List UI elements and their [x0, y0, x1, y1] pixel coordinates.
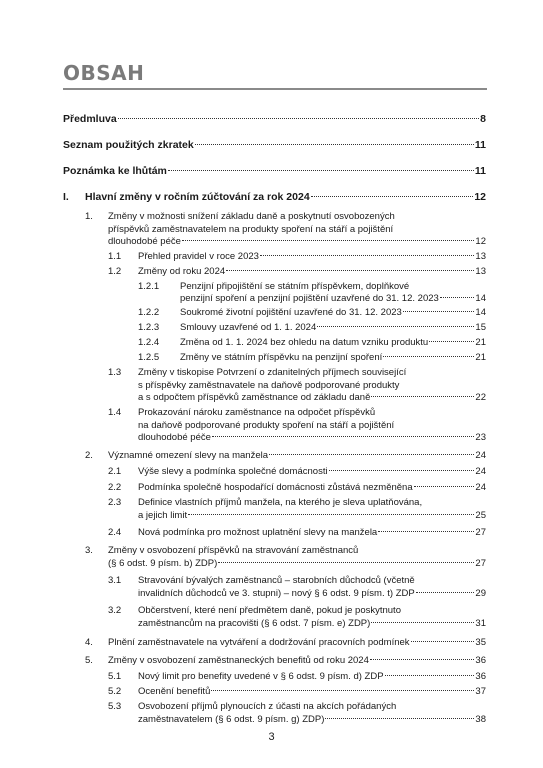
toc-page-number: 29 — [475, 588, 486, 599]
dot-leader — [371, 395, 474, 397]
toc-entry-title: a jejich limit — [138, 510, 188, 521]
toc-entry-title: penzijní spoření a penzijní pojištění uzavřené do 31. 12. 2023 — [180, 293, 439, 304]
toc-entry[interactable] — [108, 236, 486, 249]
toc-entry[interactable] — [138, 266, 486, 279]
toc-entry[interactable] — [108, 637, 486, 650]
dot-leader — [378, 530, 474, 532]
toc-entry-title: Změna od 1. 1. 2024 bez ohledu na datum vzniku produktu — [180, 337, 429, 348]
dot-leader — [385, 674, 475, 676]
toc-entry[interactable] — [138, 251, 486, 264]
toc-page-number: 24 — [475, 466, 486, 477]
toc-entry-text — [138, 367, 406, 392]
dot-leader — [370, 658, 475, 660]
toc-entry[interactable] — [138, 527, 486, 540]
toc-entry-line: s příspěvky zaměstnavatele na daňově podporované produkty — [138, 379, 400, 391]
toc-entry-title: Poznámka ke lhůtám — [63, 165, 167, 177]
toc-entry-text — [108, 545, 358, 558]
dot-leader — [317, 325, 474, 327]
toc-entry-line: Definice vlastních příjmů manžela, na kterého je sleva uplatňována, — [138, 497, 423, 508]
dot-leader — [118, 117, 479, 119]
dot-leader — [168, 169, 474, 171]
dot-leader — [371, 621, 474, 623]
dot-leader — [411, 640, 475, 642]
toc-entry-text — [138, 701, 396, 714]
page-number: 3 — [268, 731, 275, 743]
toc-page-number: 36 — [475, 655, 486, 666]
dot-leader — [188, 513, 474, 515]
toc-entry-number: 1.3 — [108, 367, 122, 378]
toc-entry-line: Prokazování nároku zaměstnance na odpočet příspěvků — [138, 407, 376, 418]
toc-entry-title: dlouhodobé péče — [108, 236, 181, 247]
dot-leader — [329, 469, 475, 471]
toc-entry[interactable] — [63, 113, 486, 126]
page-heading: OBSAH — [63, 61, 145, 85]
toc-entry-line: na daňově podporované produkty spoření na stáří a pojištění — [138, 419, 395, 431]
toc-entry-title: Seznam použitých zkratek — [63, 139, 194, 151]
toc-entry-number: 2.1 — [108, 466, 122, 477]
dot-leader — [325, 717, 474, 719]
toc-entry-number: 1.4 — [108, 407, 122, 418]
toc-entry-line: Změny v osvobození příspěvků na stravování zaměstnanců — [108, 545, 359, 556]
toc-entry[interactable] — [138, 588, 486, 601]
toc-entry[interactable] — [63, 139, 486, 152]
toc-entry-title: Přehled pravidel v roce 2023 — [138, 251, 259, 262]
toc-page-number: 14 — [475, 293, 486, 304]
dot-leader — [182, 239, 475, 241]
toc-entry-number: 1.2.3 — [138, 322, 160, 333]
toc-entry-title: (§ 6 odst. 9 písm. b) ZDP) — [108, 558, 218, 569]
toc-page-number: 11 — [474, 139, 486, 151]
toc-entry[interactable] — [85, 191, 486, 204]
toc-entry[interactable] — [138, 392, 486, 405]
toc-entry-title: Nový limit pro benefity uvedené v § 6 odst. 9 písm. d) ZDP — [138, 671, 384, 682]
toc-entry-line: Změny v tiskopise Potvrzení o zdanitelných příjmech související — [138, 367, 407, 378]
toc-entry[interactable] — [180, 352, 486, 365]
dot-leader — [383, 355, 474, 357]
toc-entry[interactable] — [138, 482, 486, 495]
toc-entry-title: invalidních důchodců ve 3. stupni) – nový § 6 odst. 9 písm. t) ZDP — [138, 588, 415, 599]
toc-page-number: 37 — [475, 686, 486, 697]
toc-entry-number: 2. — [85, 450, 93, 461]
toc-entry-number: 5. — [85, 655, 93, 666]
dot-leader — [440, 296, 475, 298]
toc-entry[interactable] — [138, 466, 486, 479]
toc-page-number: 27 — [475, 558, 486, 569]
dot-leader — [311, 195, 474, 197]
toc-page-number: 13 — [475, 251, 486, 262]
toc-entry-title: Hlavní změny v ročním zúčtování za rok 2024 — [85, 191, 310, 203]
toc-entry-number: 2.4 — [108, 527, 122, 538]
toc-entry-text — [138, 575, 415, 588]
toc-entry[interactable] — [138, 432, 486, 445]
toc-entry[interactable] — [180, 337, 486, 350]
toc-entry-number: 2.2 — [108, 482, 122, 493]
toc-page-number: 24 — [475, 450, 486, 461]
toc-entry[interactable] — [138, 510, 486, 523]
toc-entry-title: dlouhodobé péče — [138, 432, 211, 443]
toc-entry-title: Nová podmínka pro možnost uplatnění slevy na manžela — [138, 527, 378, 538]
toc-page-number: 15 — [475, 322, 486, 333]
toc-entry-number: 4. — [85, 637, 93, 648]
toc-entry-number: 5.3 — [108, 701, 122, 712]
toc-entry-number: 1.2.5 — [138, 352, 160, 363]
toc-page-number: 25 — [475, 510, 486, 521]
toc-entry-text — [138, 407, 394, 432]
toc-page-number: 24 — [475, 482, 486, 493]
toc-entry-line: Osvobození příjmů plynoucích z účasti na akcích pořádaných — [138, 701, 397, 712]
toc-page-number: 12 — [474, 191, 486, 203]
toc-entry-number: 1.2.1 — [138, 281, 160, 292]
toc-entry[interactable] — [138, 714, 486, 727]
dot-leader — [195, 143, 474, 145]
toc-entry[interactable] — [108, 655, 486, 668]
toc-entry-number: 1.1 — [108, 251, 122, 262]
dot-leader — [429, 340, 474, 342]
toc-entry-title: Ocenění benefitů — [138, 686, 211, 697]
toc-entry-title: Změny od roku 2024 — [138, 266, 226, 277]
toc-entry[interactable] — [138, 686, 486, 699]
toc-page-number: 22 — [475, 392, 486, 403]
toc-entry-number: 3.2 — [108, 605, 122, 616]
toc-entry-number: 5.2 — [108, 686, 122, 697]
toc-entry-title: Změny ve státním příspěvku na penzijní spoření — [180, 352, 383, 363]
toc-entry-number: 1. — [85, 211, 93, 222]
toc-entry-line: Penzijní připojištění se státním příspěvkem, doplňkové — [180, 281, 410, 292]
toc-entry-line: Občerstvení, které není předmětem daně, pokud je poskytnuto — [138, 605, 401, 616]
toc-entry-title: Soukromé životní pojištění uzavřené do 31. 12. 2023 — [180, 307, 402, 318]
dot-leader — [260, 254, 474, 256]
toc-entry[interactable] — [108, 450, 486, 463]
toc-page-number: 21 — [475, 337, 486, 348]
toc-entry-number: 1.2 — [108, 266, 122, 277]
toc-page-number: 12 — [475, 236, 486, 247]
toc-entry[interactable] — [108, 558, 486, 571]
dot-leader — [212, 435, 475, 437]
toc-page-number: 23 — [475, 432, 486, 443]
toc-entry-text — [138, 605, 401, 618]
toc-entry[interactable] — [180, 322, 486, 335]
toc-page-number: 31 — [475, 618, 486, 629]
dot-leader — [218, 561, 474, 563]
dot-leader — [211, 689, 474, 691]
toc-entry-title: Podmínka společně hospodařící domácnosti zůstává nezměněna — [138, 482, 413, 493]
toc-entry-title: Předmluva — [63, 113, 117, 125]
toc-entry-line: Stravování bývalých zaměstnanců – starobních důchodců (včetně — [138, 575, 415, 586]
toc-entry-number: 2.3 — [108, 497, 122, 508]
dot-leader — [403, 310, 475, 312]
toc-entry-number: 5.1 — [108, 671, 122, 682]
toc-entry-title: zaměstnavatelem (§ 6 odst. 9 písm. g) ZDP) — [138, 714, 325, 725]
toc-entry-number: I. — [63, 191, 69, 203]
toc-entry-line: Změny v možnosti snížení základu daně a poskytnutí osvobozených — [108, 211, 395, 222]
toc-entry[interactable] — [138, 671, 486, 684]
toc-entry-title: Významné omezení slevy na manžela — [108, 450, 268, 461]
toc-page-number: 36 — [475, 671, 486, 682]
toc-entry-text — [108, 211, 395, 236]
toc-entry-title: Plnění zaměstnavatele na vytváření a dodržování pracovních podmínek — [108, 637, 410, 648]
toc-entry[interactable] — [138, 618, 486, 631]
toc-entry-title: Změny v osvobození zaměstnaneckých benefitů od roku 2024 — [108, 655, 369, 666]
toc-entry-title: Výše slevy a podmínka společné domácnosti — [138, 466, 328, 477]
toc-entry-line: příspěvků zaměstnavatelem na produkty spoření na stáří a pojištění — [108, 223, 394, 235]
toc-entry[interactable] — [180, 307, 486, 320]
toc-page-number: 13 — [475, 266, 486, 277]
dot-leader — [269, 453, 474, 455]
toc-entry-number: 3.1 — [108, 575, 122, 586]
toc-page-number: 8 — [480, 113, 486, 125]
toc-page-number: 35 — [475, 637, 486, 648]
toc-entry-number: 1.2.2 — [138, 307, 160, 318]
toc-entry[interactable] — [63, 165, 486, 178]
toc-entry[interactable] — [180, 293, 486, 306]
toc-entry-text — [180, 281, 409, 294]
toc-page-number: 38 — [475, 714, 486, 725]
toc-page-number: 27 — [475, 527, 486, 538]
toc-entry-number: 1.2.4 — [138, 337, 160, 348]
dot-leader — [226, 269, 474, 271]
toc-entry-number: 3. — [85, 545, 93, 556]
toc-page-number: 14 — [475, 307, 486, 318]
toc-entry-title: Smlouvy uzavřené od 1. 1. 2024 — [180, 322, 317, 333]
dot-leader — [416, 591, 475, 593]
dot-leader — [414, 485, 475, 487]
toc-entry-title: zaměstnancům na pracovišti (§ 6 odst. 7 písm. e) ZDP) — [138, 618, 371, 629]
toc-entry-text — [138, 497, 422, 510]
toc-entry-title: a s odpočtem příspěvků zaměstnance od základu daně — [138, 392, 371, 403]
toc-page-number: 11 — [474, 165, 486, 177]
toc-page-number: 21 — [475, 352, 486, 363]
